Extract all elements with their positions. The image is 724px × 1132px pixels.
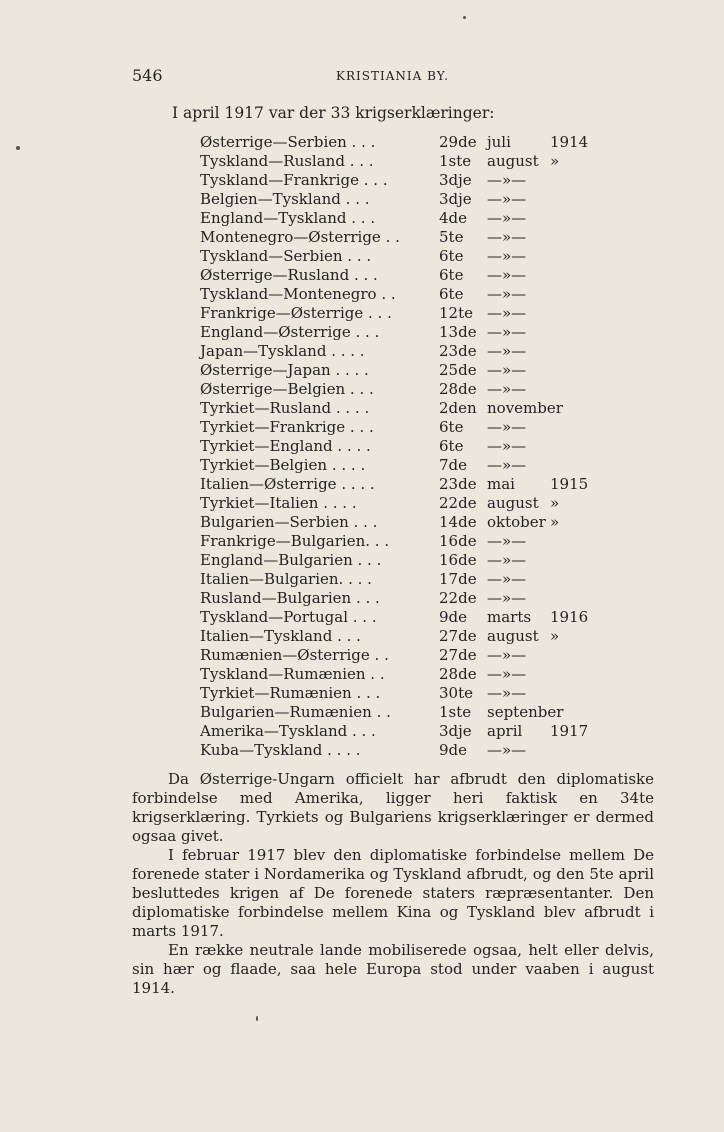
country-pair: Rumænien—Østerrige . . xyxy=(200,646,389,664)
declaration-day: 29de xyxy=(439,133,477,151)
declaration-month: —»— xyxy=(487,266,527,284)
declaration-day: 25de xyxy=(439,361,477,379)
country-pair: Tyrkiet—Rusland . . . . xyxy=(200,399,370,417)
declaration-month: —»— xyxy=(487,304,527,322)
print-speck xyxy=(463,16,466,19)
declaration-month: —»— xyxy=(487,456,527,474)
country-pair: Bulgarien—Rumænien . . xyxy=(200,703,391,721)
declaration-row xyxy=(200,152,600,171)
country-pair: Tyskland—Rumænien . . xyxy=(200,665,385,683)
declaration-day: 28de xyxy=(439,380,477,398)
declaration-month: —»— xyxy=(487,380,527,398)
declaration-month: —»— xyxy=(487,285,527,303)
declaration-day: 6te xyxy=(439,437,464,455)
paragraph-2: I februar 1917 blev den diplomatiske forbindelse mellem De forenede stater i Nordamerika og Tyskland afbrudt, og den 5te april besluttedes krigen af De forenede staters ræpræsentanter. Den diplomatiske forbindelse mellem Kina og Tyskland blev afbrudt i marts 1917. xyxy=(132,846,654,940)
country-pair: Japan—Tyskland . . . . xyxy=(200,342,365,360)
declaration-month: —»— xyxy=(487,323,527,341)
paragraph-3: En række neutrale lande mobiliserede ogsaa, helt eller delvis, sin hær og flaade, saa hele Europa stod under vaaben i august 1914. xyxy=(132,941,654,997)
declaration-row xyxy=(200,323,600,342)
declaration-day: 6te xyxy=(439,418,464,436)
declaration-year: 1915 xyxy=(550,475,589,493)
declaration-month: septenber xyxy=(487,703,564,721)
declaration-day: 2den xyxy=(439,399,477,417)
print-speck xyxy=(16,146,20,150)
body-text xyxy=(132,770,654,998)
declarations-table xyxy=(200,133,600,760)
country-pair: Montenegro—Østerrige . . xyxy=(200,228,400,246)
declaration-month: —»— xyxy=(487,437,527,455)
declaration-row xyxy=(200,266,600,285)
declaration-row xyxy=(200,399,600,418)
country-pair: Tyskland—Frankrige . . . xyxy=(200,171,388,189)
country-pair: Østerrige—Japan . . . . xyxy=(200,361,369,379)
declaration-day: 23de xyxy=(439,342,477,360)
country-pair: Bulgarien—Serbien . . . xyxy=(200,513,378,531)
country-pair: Kuba—Tyskland . . . . xyxy=(200,741,361,759)
country-pair: England—Østerrige . . . xyxy=(200,323,380,341)
declaration-day: 23de xyxy=(439,475,477,493)
declaration-day: 7de xyxy=(439,456,468,474)
declaration-month: august xyxy=(487,494,539,512)
declaration-day: 16de xyxy=(439,532,477,550)
declaration-day: 6te xyxy=(439,285,464,303)
declaration-month: —»— xyxy=(487,209,527,227)
declaration-row xyxy=(200,133,600,152)
declaration-row xyxy=(200,741,600,760)
declaration-row xyxy=(200,551,600,570)
declaration-month: —»— xyxy=(487,532,527,550)
country-pair: Italien—Bulgarien. . . . xyxy=(200,570,372,588)
declaration-row xyxy=(200,722,600,741)
country-pair: Tyskland—Serbien . . . xyxy=(200,247,372,265)
declaration-row xyxy=(200,475,600,494)
declaration-month: —»— xyxy=(487,741,527,759)
declaration-row xyxy=(200,209,600,228)
declaration-row xyxy=(200,437,600,456)
declaration-row xyxy=(200,646,600,665)
declaration-month: august xyxy=(487,152,539,170)
declaration-day: 3dje xyxy=(439,171,472,189)
paragraph-1: Da Østerrige-Ungarn officielt har afbrudt den diplomatiske forbindelse med Amerika, ligger heri faktisk en 34te krigserklæring. Tyrkiets og Bulgariens krigserklæringer er dermed ogsaa givet. xyxy=(132,770,654,845)
declaration-month: —»— xyxy=(487,361,527,379)
declaration-row xyxy=(200,570,600,589)
declaration-row xyxy=(200,171,600,190)
print-speck xyxy=(256,1016,258,1021)
declaration-row xyxy=(200,361,600,380)
country-pair: Østerrige—Belgien . . . xyxy=(200,380,374,398)
declaration-day: 16de xyxy=(439,551,477,569)
declaration-month: —»— xyxy=(487,551,527,569)
declaration-year: » xyxy=(550,513,560,531)
country-pair: Frankrige—Østerrige . . . xyxy=(200,304,392,322)
declaration-month: —»— xyxy=(487,342,527,360)
declaration-month: august xyxy=(487,627,539,645)
country-pair: Tyskland—Montenegro . . xyxy=(200,285,396,303)
declaration-row xyxy=(200,665,600,684)
declaration-row xyxy=(200,589,600,608)
running-title: KRISTIANIA BY. xyxy=(336,69,449,83)
declaration-day: 17de xyxy=(439,570,477,588)
declaration-month: —»— xyxy=(487,589,527,607)
declaration-month: —»— xyxy=(487,171,527,189)
page-number: 546 xyxy=(132,66,163,85)
declaration-row xyxy=(200,703,600,722)
declaration-day: 14de xyxy=(439,513,477,531)
country-pair: Belgien—Tyskland . . . xyxy=(200,190,370,208)
declaration-day: 6te xyxy=(439,266,464,284)
declaration-month: juli xyxy=(487,133,511,151)
declaration-day: 27de xyxy=(439,627,477,645)
declaration-row xyxy=(200,342,600,361)
declaration-year: » xyxy=(550,152,560,170)
declaration-day: 3dje xyxy=(439,722,472,740)
country-pair: Frankrige—Bulgarien. . . xyxy=(200,532,390,550)
declaration-day: 1ste xyxy=(439,703,472,721)
declaration-month: —»— xyxy=(487,570,527,588)
country-pair: Tyrkiet—Rumænien . . . xyxy=(200,684,381,702)
declaration-day: 4de xyxy=(439,209,468,227)
country-pair: Tyrkiet—Frankrige . . . xyxy=(200,418,374,436)
declaration-month: —»— xyxy=(487,684,527,702)
declaration-row xyxy=(200,418,600,437)
declaration-day: 12te xyxy=(439,304,473,322)
country-pair: Østerrige—Rusland . . . xyxy=(200,266,378,284)
country-pair: England—Bulgarien . . . xyxy=(200,551,382,569)
country-pair: Tyrkiet—Italien . . . . xyxy=(200,494,357,512)
declaration-year: » xyxy=(550,627,560,645)
country-pair: Østerrige—Serbien . . . xyxy=(200,133,376,151)
declaration-day: 27de xyxy=(439,646,477,664)
country-pair: Amerika—Tyskland . . . xyxy=(200,722,376,740)
declaration-row xyxy=(200,285,600,304)
declaration-row xyxy=(200,247,600,266)
declaration-day: 30te xyxy=(439,684,473,702)
declaration-row xyxy=(200,456,600,475)
declaration-month: —»— xyxy=(487,190,527,208)
declaration-day: 22de xyxy=(439,494,477,512)
declaration-row xyxy=(200,494,600,513)
declaration-row xyxy=(200,513,600,532)
country-pair: Tyrkiet—England . . . . xyxy=(200,437,371,455)
declaration-year: 1916 xyxy=(550,608,589,626)
country-pair: Tyskland—Rusland . . . xyxy=(200,152,374,170)
declaration-month: oktober xyxy=(487,513,546,531)
declaration-year: 1917 xyxy=(550,722,589,740)
declaration-day: 6te xyxy=(439,247,464,265)
declaration-month: —»— xyxy=(487,247,527,265)
country-pair: England—Tyskland . . . xyxy=(200,209,376,227)
declaration-row xyxy=(200,190,600,209)
declaration-day: 5te xyxy=(439,228,464,246)
intro-line: I april 1917 var der 33 krigserklæringer: xyxy=(172,104,495,122)
declaration-day: 9de xyxy=(439,741,468,759)
declaration-month: —»— xyxy=(487,228,527,246)
declaration-month: mai xyxy=(487,475,515,493)
declaration-row xyxy=(200,627,600,646)
declaration-month: —»— xyxy=(487,418,527,436)
declaration-day: 13de xyxy=(439,323,477,341)
declaration-year: 1914 xyxy=(550,133,589,151)
declaration-year: » xyxy=(550,494,560,512)
declaration-day: 3dje xyxy=(439,190,472,208)
declaration-row xyxy=(200,608,600,627)
declaration-row xyxy=(200,380,600,399)
country-pair: Tyskland—Portugal . . . xyxy=(200,608,377,626)
country-pair: Italien—Østerrige . . . . xyxy=(200,475,375,493)
declaration-day: 1ste xyxy=(439,152,472,170)
declaration-row xyxy=(200,684,600,703)
declaration-month: —»— xyxy=(487,665,527,683)
country-pair: Tyrkiet—Belgien . . . . xyxy=(200,456,366,474)
declaration-month: april xyxy=(487,722,523,740)
page-header xyxy=(132,66,654,86)
declaration-row xyxy=(200,304,600,323)
declaration-month: —»— xyxy=(487,646,527,664)
declaration-month: november xyxy=(487,399,563,417)
declaration-row xyxy=(200,532,600,551)
country-pair: Italien—Tyskland . . . xyxy=(200,627,361,645)
declaration-day: 28de xyxy=(439,665,477,683)
declaration-month: marts xyxy=(487,608,532,626)
declaration-day: 9de xyxy=(439,608,468,626)
declaration-row xyxy=(200,228,600,247)
country-pair: Rusland—Bulgarien . . . xyxy=(200,589,380,607)
declaration-day: 22de xyxy=(439,589,477,607)
